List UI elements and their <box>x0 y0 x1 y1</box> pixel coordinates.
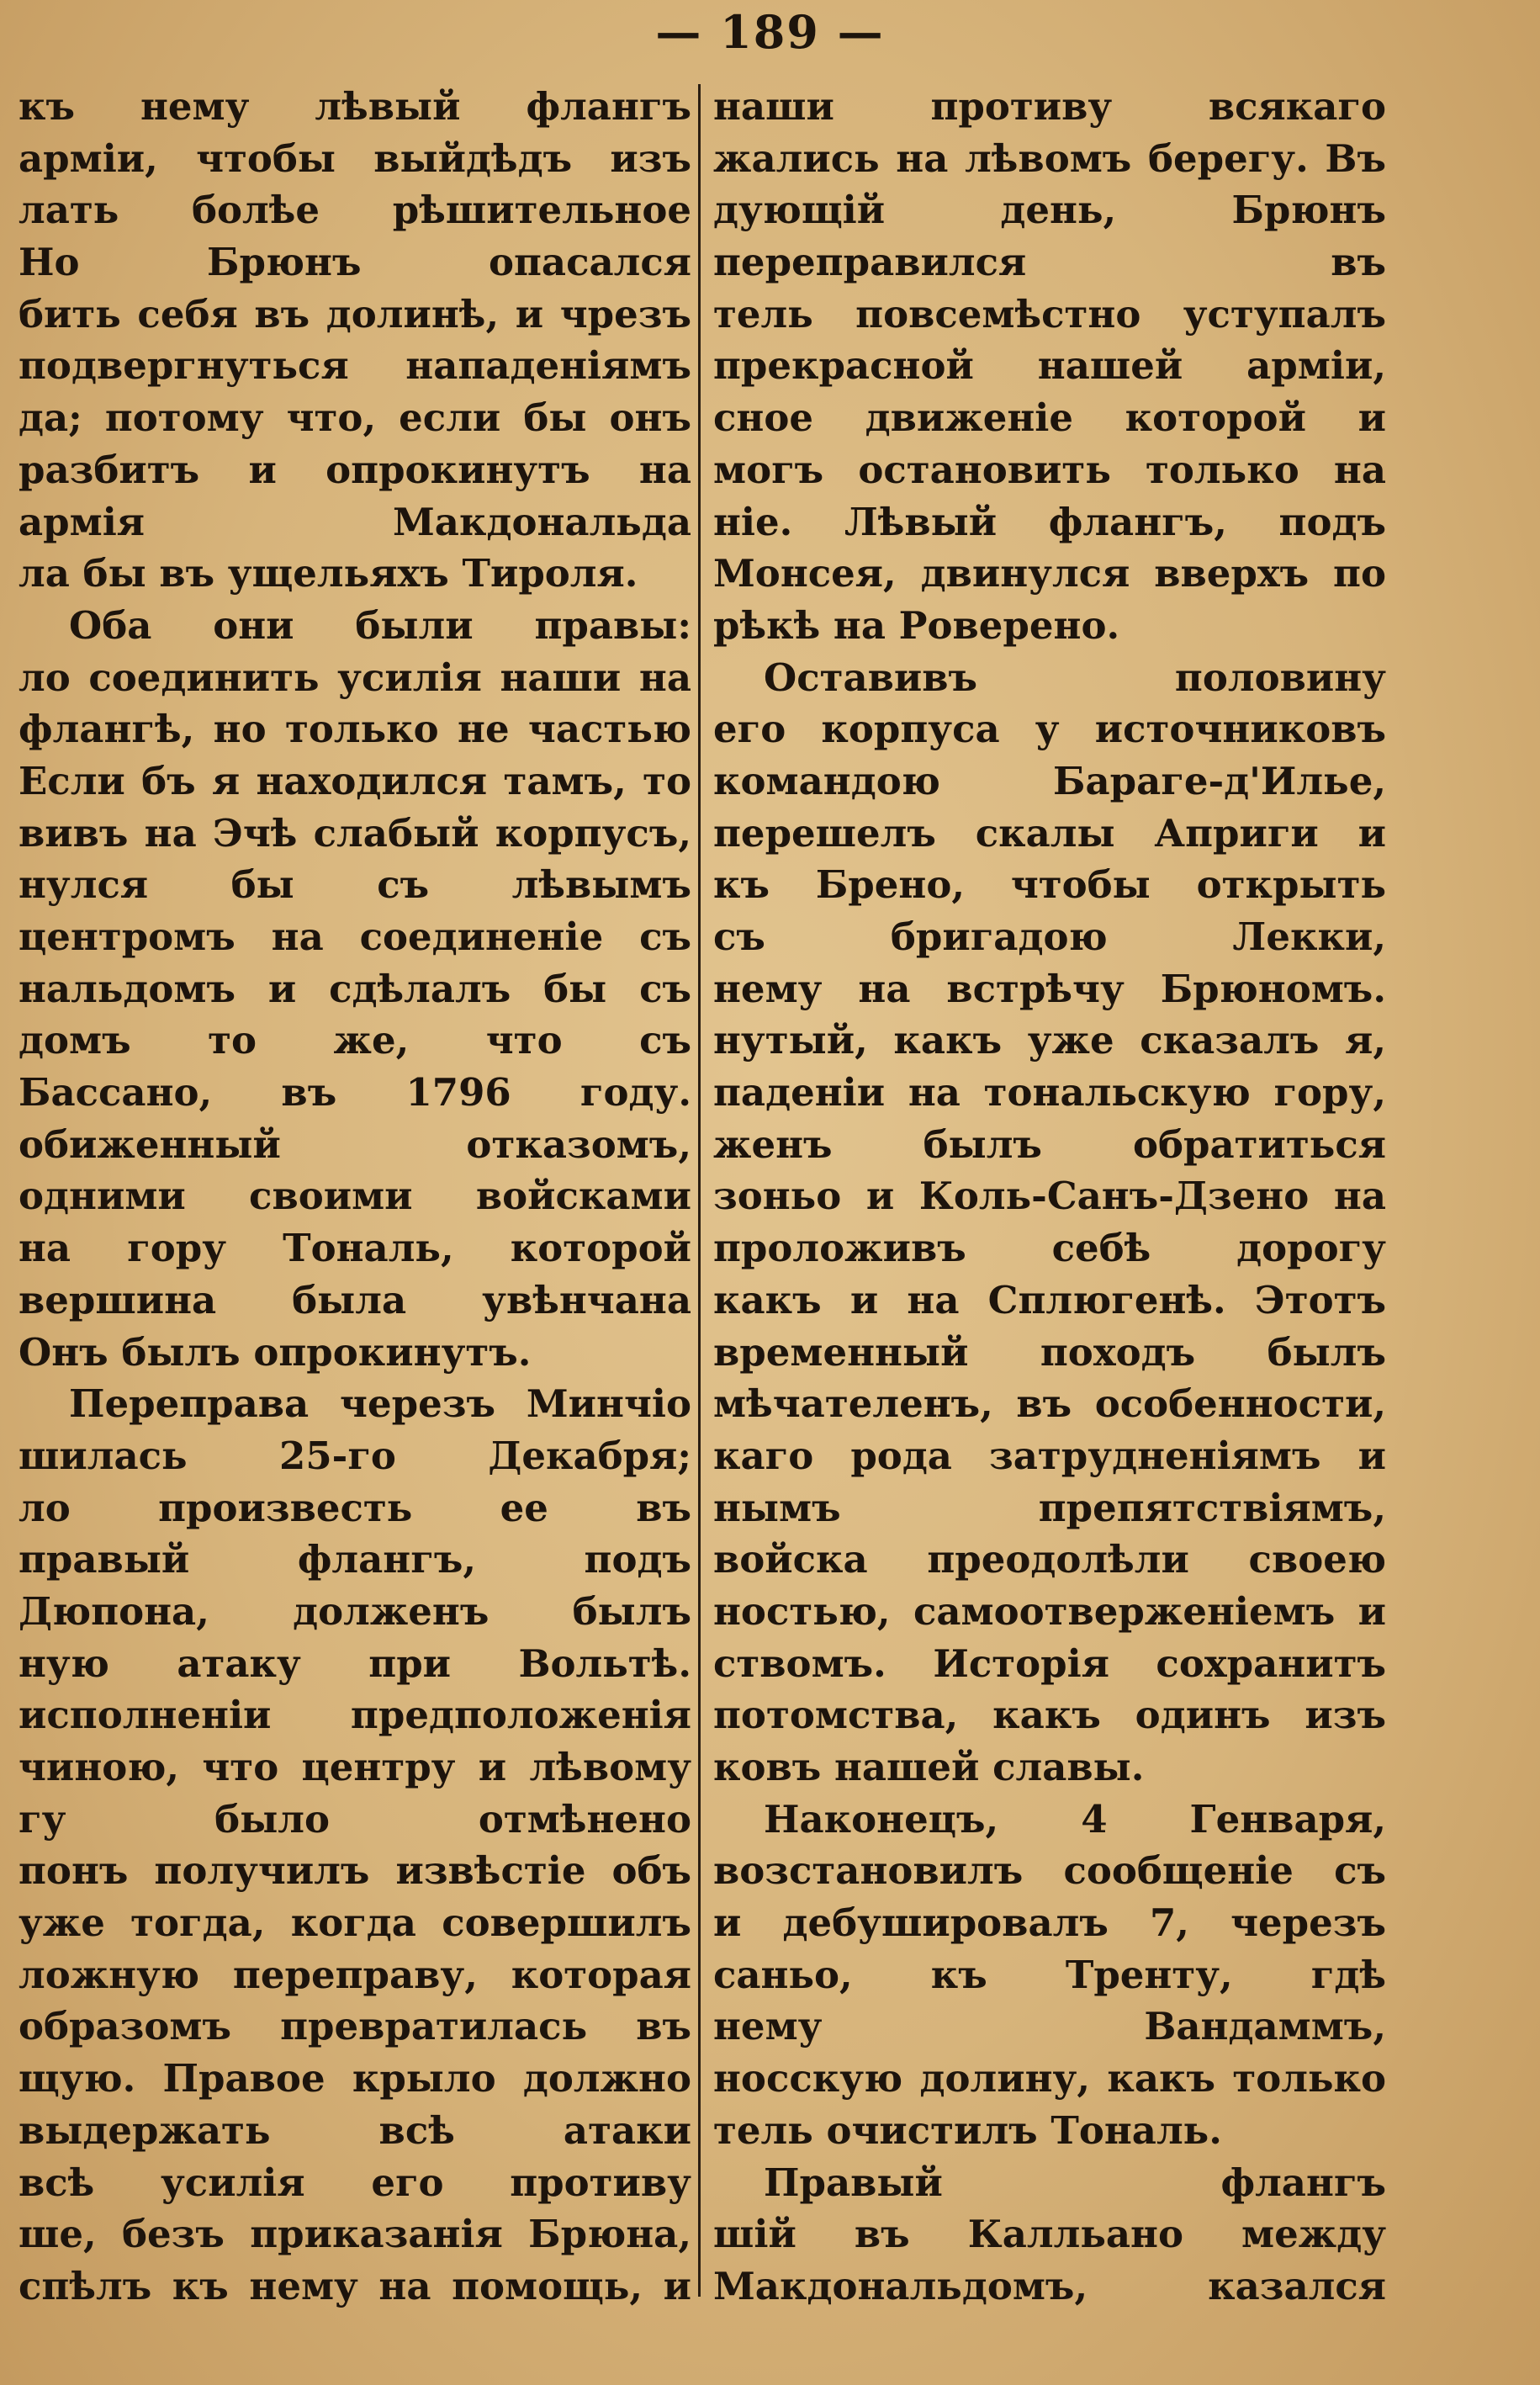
page-number: — 189 — <box>655 5 885 59</box>
text-line: правый флангъ, подъ <box>19 1537 691 1582</box>
text-line: войска преодолѣли своею <box>713 1537 1386 1582</box>
text-line: ностью, самоотверженіемъ и <box>713 1588 1386 1634</box>
text-line: вершина была увѣнчана <box>19 1277 691 1322</box>
text-line: ніе. Лѣвый флангъ, подъ <box>713 499 1386 544</box>
text-line: домъ то же, что съ <box>19 1018 691 1063</box>
text-line: подвергнуться нападеніямъ <box>19 343 691 389</box>
text-line: наши противу всякаго <box>713 84 1386 129</box>
text-line: могъ остановить только на <box>713 447 1386 492</box>
text-line: ло произвесть ее въ <box>19 1485 691 1530</box>
text-line: тель очистилъ Тональ. <box>713 2107 1222 2153</box>
text-line: ла бы въ ущельяхъ Тироля. <box>19 551 638 596</box>
text-line: исполненіи предположенія <box>19 1693 691 1738</box>
text-line: нымъ препятствіямъ, <box>713 1485 1386 1530</box>
text-line: шій въ Калльано между <box>713 2212 1386 2257</box>
column-divider <box>698 84 701 2297</box>
text-line: Правый флангъ <box>764 2160 1386 2205</box>
text-line: арміи, чтобы выйдѣдъ изъ <box>19 135 691 181</box>
text-line: командою Бараге-д'Илье, <box>713 758 1386 803</box>
right-column <box>713 81 1386 2361</box>
text-line: Переправа черезъ Минчіо <box>69 1381 691 1427</box>
text-line: каго рода затрудненіямъ и <box>713 1433 1386 1478</box>
text-line: всѣ усилія его противу <box>19 2160 691 2205</box>
text-line: зоньо и Коль-Санъ-Дзено на <box>713 1174 1386 1219</box>
text-line: центромъ на соединеніе съ <box>19 914 691 959</box>
text-line: возстановилъ сообщеніе съ <box>713 1848 1386 1894</box>
paragraph <box>19 81 691 600</box>
text-line: нальдомъ и сдѣлалъ бы съ <box>19 966 691 1011</box>
text-line: лать болѣе рѣшительное <box>19 188 691 233</box>
text-line: нему на встрѣчу Брюномъ. <box>713 966 1386 1011</box>
text-line: временный походъ былъ <box>713 1329 1386 1375</box>
text-line: къ нему лѣвый флангъ <box>19 84 691 129</box>
text-line: Бассано, въ 1796 году. <box>19 1070 691 1116</box>
text-line: разбитъ и опрокинутъ на <box>19 447 691 492</box>
text-line: армія Макдональда <box>19 499 691 544</box>
text-line: паденіи на тональскую гору, <box>713 1070 1386 1116</box>
text-line: нутый, какъ уже сказалъ я, <box>713 1018 1386 1063</box>
text-line: ковъ нашей славы. <box>713 1745 1145 1789</box>
text-line: тель повсемѣстно уступалъ <box>713 291 1386 337</box>
text-line: женъ былъ обратиться <box>713 1121 1386 1167</box>
text-line: обиженный отказомъ, <box>19 1121 691 1167</box>
text-line: ную атаку при Вольтѣ. <box>19 1640 691 1686</box>
text-line: Монсея, двинулся вверхъ по <box>713 551 1386 596</box>
text-line: проложивъ себѣ дорогу <box>713 1226 1386 1271</box>
text-line: Оба они были правы: <box>69 602 691 648</box>
text-line: и дебушировалъ 7, черезъ <box>713 1900 1386 1946</box>
text-line: бить себя въ долинѣ, и чрезъ <box>19 291 691 337</box>
text-line: дующій день, Брюнъ <box>713 188 1386 233</box>
text-line: выдержать всѣ атаки <box>19 2107 691 2153</box>
text-line: Наконецъ, 4 Генваря, <box>764 1796 1386 1842</box>
text-line: нулся бы съ лѣвымъ <box>19 862 691 908</box>
text-line: перешелъ скалы Априги и <box>713 810 1386 856</box>
text-line: ложную переправу, которая <box>19 1952 691 1997</box>
text-line: Онъ былъ опрокинутъ. <box>19 1329 532 1375</box>
text-line: Но Брюнъ опасался <box>19 240 691 285</box>
paragraph <box>713 2157 1386 2313</box>
text-line: ло соединить усилія наши на <box>19 655 691 700</box>
text-line: да; потому что, если бы онъ <box>19 395 691 441</box>
text-line: жались на лѣвомъ берегу. Въ <box>713 135 1386 181</box>
text-line: Оставивъ половину <box>764 655 1386 700</box>
text-line: мѣчателенъ, въ особенности, <box>713 1381 1386 1427</box>
text-line: щую. Правое крыло должно <box>19 2056 691 2101</box>
text-line: одними своими войсками <box>19 1174 691 1219</box>
paragraph <box>19 1378 691 2312</box>
text-line: съ бригадою Лекки, <box>713 914 1386 959</box>
text-line: носскую долину, какъ только <box>713 2056 1386 2101</box>
text-line: переправился въ <box>713 240 1386 285</box>
text-line: шилась 25-го Декабря; <box>19 1433 691 1478</box>
paragraph <box>19 600 691 1378</box>
text-line: сное движеніе которой и <box>713 395 1386 441</box>
text-line: Дюпона, долженъ былъ <box>19 1588 691 1634</box>
text-line: Макдональдомъ, казался <box>713 2263 1386 2308</box>
paragraph <box>713 652 1386 1794</box>
text-line: ствомъ. Исторія сохранитъ <box>713 1640 1386 1686</box>
text-line: вивъ на Эчѣ слабый корпусъ, <box>19 810 691 856</box>
text-line: ше, безъ приказанія Брюна, <box>19 2212 691 2257</box>
text-line: его корпуса у источниковъ <box>713 707 1386 752</box>
text-line: какъ и на Сплюгенѣ. Этотъ <box>713 1277 1386 1322</box>
text-line: гу было отмѣнено <box>19 1796 691 1842</box>
text-line: на гору Тональ, которой <box>19 1226 691 1271</box>
text-line: флангѣ, но только не частью <box>19 707 691 752</box>
text-line: уже тогда, когда совершилъ <box>19 1900 691 1946</box>
text-line: чиною, что центру и лѣвому <box>19 1745 691 1789</box>
text-line: саньо, къ Тренту, гдѣ <box>713 1952 1386 1997</box>
text-line: нему Вандаммъ, <box>713 2004 1386 2049</box>
text-line: образомъ превратилась въ <box>19 2004 691 2049</box>
text-line: рѣкѣ на Роверено. <box>713 602 1120 648</box>
left-column <box>19 81 691 2361</box>
text-line: понъ получилъ извѣстіе объ <box>19 1848 691 1894</box>
text-line: прекрасной нашей арміи, <box>713 343 1386 389</box>
paragraph <box>713 81 1386 652</box>
text-line: Если бъ я находился тамъ, то <box>19 758 691 803</box>
paragraph <box>713 1794 1386 2157</box>
text-line: спѣлъ къ нему на помощь, и <box>19 2263 691 2308</box>
text-line: къ Брено, чтобы открыть <box>713 862 1386 908</box>
text-line: потомства, какъ одинъ изъ <box>713 1693 1386 1738</box>
